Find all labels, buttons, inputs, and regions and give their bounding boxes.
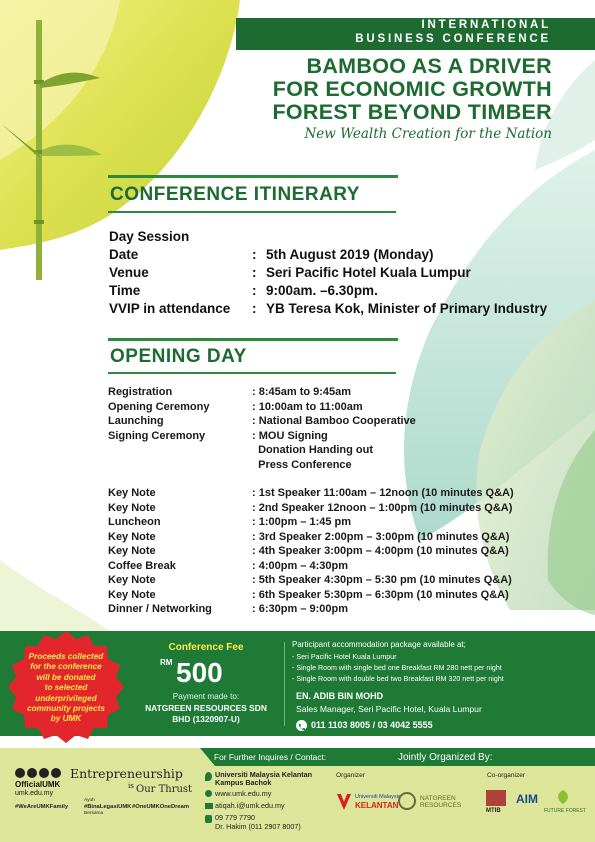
contact-name: EN. ADIB BIN MOHD [296,691,384,701]
program-row [108,443,373,457]
accommodation-item: - Seri Pacific Hotel Kuala Lumpur [292,653,397,661]
phone-icon [296,720,307,731]
itinerary-sep: : [252,301,257,316]
seal-line: for the conference [30,662,102,672]
fee-label: Conference Fee [168,642,244,653]
program-label: Key Note [108,545,156,557]
inquiries-label: For Further Inquires / Contact: [214,752,327,762]
itinerary-label: Venue [109,265,149,280]
program-row [108,501,512,515]
program-label: Key Note [108,574,156,586]
globe-icon [205,790,212,797]
fee-payee-line-1: NATGREEN RESOURCES SDN [145,703,267,713]
doctor-contact: Dr. Hakim (011 2907 8007) [215,822,301,831]
program-value: Donation Handing out [252,444,373,456]
hashtag-small: Bersama [84,811,104,816]
university-line-1: Universiti Malaysia Kelantan [215,770,313,779]
opening-rule-bottom [108,372,396,374]
title-line-3: FOREST BEYOND TIMBER [272,100,552,124]
program-label: Coffee Break [108,559,176,572]
program-row [108,385,351,399]
program-row [108,530,509,544]
program-label: Key Note [108,501,156,514]
itinerary-session: Day Session [109,229,190,244]
tagline-is: is [128,782,134,790]
seal-line: by UMK [50,714,82,724]
org-umk-line-2: KELANTAN [355,801,399,810]
instagram-icon[interactable] [15,768,25,778]
mtib-logo-icon [486,790,506,806]
program-row [108,559,348,573]
tagline-main: Entrepreneurship [70,766,183,781]
fee-payment-label: Payment made to: [172,692,240,701]
fee-divider [284,642,285,726]
accommodation-item: - Single Room with double bed two Breakfast RM 320 nett per night [292,675,504,683]
program-value: : 8:45am to 9:45am [252,386,352,398]
program-value: : MOU Signing [252,429,328,442]
mail-icon [205,803,213,809]
social-handle: OfficialUMK [15,780,61,789]
program-row [108,588,509,602]
program-value: : 1st Speaker 11:00am – 12noon (10 minutes Q&A) [252,487,514,499]
university-line-2: Kampus Bachok [215,778,272,787]
program-row [108,573,512,587]
itinerary-row [109,301,547,316]
program-label: Key Note [108,588,156,601]
org-natgreen-line-2: RESOURCES [420,802,462,809]
itinerary-rule-top [108,175,398,178]
program-value: : 3rd Speaker 2:00pm – 3:00pm (10 minutes Q&A) [252,530,510,543]
organized-label: Jointly Organized By: [398,752,493,763]
seal-line: Proceeds collected [28,652,104,661]
program-value: : 1:00pm – 1:45 pm [252,516,352,528]
co-aim: AIM [516,792,538,806]
program-row [108,414,416,428]
youtube-icon[interactable] [51,768,61,778]
opening-rule-top [108,338,398,341]
leaf-logo-icon [553,788,573,806]
program-label: Dinner / Networking [108,603,212,615]
header-line-1: INTERNATIONAL [421,19,551,31]
twitter-icon[interactable] [39,768,49,778]
seal-text [20,652,112,725]
website[interactable]: www.umk.edu.my [215,789,272,798]
org-umk-line-1: Universiti Malaysia [355,794,401,800]
fee-currency: RM [160,658,173,667]
fee-payee-line-2: BHD (1320907-U) [172,714,240,724]
header-line-2: BUSINESS CONFERENCE [355,33,551,45]
itinerary-heading: CONFERENCE ITINERARY [110,184,360,205]
program-value: : 4th Speaker 3:00pm – 4:00pm (10 minutes Q&A) [252,545,509,557]
program-row [108,486,514,500]
program-value: : 2nd Speaker 12noon – 1:00pm (10 minutes Q&A) [252,501,513,514]
itinerary-row [109,247,434,262]
co-future: FUTURE FOREST [544,808,586,814]
program-value: : 5th Speaker 4:30pm – 5:30 pm (10 minutes Q&A) [252,574,512,586]
program-label: Opening Ceremony [108,400,210,413]
coorganizer-label: Co-organizer [487,772,526,779]
itinerary-sep: : [252,247,257,262]
accommodation-heading: Participant accommodation package available at; [292,640,466,649]
opening-heading: OPENING DAY [110,346,247,367]
phone-icon [205,815,212,823]
itinerary-row [109,283,378,298]
program-row [108,429,328,443]
umk-logo-icon [335,792,353,812]
facebook-icon[interactable] [27,768,37,778]
itinerary-sep: : [252,265,257,280]
program-value: : 6:30pm – 9:00pm [252,603,348,615]
tagline-our: Our Thrust [136,784,193,795]
program-label: Luncheon [108,516,161,528]
program-label: Registration [108,386,173,398]
hashtag: #OneUMKOneDream [132,804,190,810]
location-icon [205,772,212,781]
program-row [108,400,363,414]
hashtag: #BinaLegasiUMK [84,804,132,810]
organizer-label: Organizer [336,772,365,779]
itinerary-rule-bottom [108,211,396,213]
fee-amount: 500 [176,657,223,688]
itinerary-label: VVIP in attendance [109,301,231,316]
itinerary-sep: : [252,283,257,298]
seal-line: will be donated [36,672,96,682]
program-row [108,602,348,616]
footer-phone: 09 779 7790 [215,813,255,822]
program-label: Key Note [108,530,156,543]
org-natgreen-line-1: NATGREEN [420,795,456,802]
title-line-1: BAMBOO AS A DRIVER [306,54,552,78]
itinerary-label: Date [109,247,139,262]
social-icons [15,768,61,778]
program-row [108,458,352,472]
program-label: Signing Ceremony [108,429,206,442]
seal-line: underprivileged [35,693,97,703]
contact-phone: 011 1103 8005 / 03 4042 5555 [311,720,433,730]
itinerary-value: Seri Pacific Hotel Kuala Lumpur [266,265,471,280]
program-value: : 10:00am to 11:00am [252,400,363,413]
seal-line: community projects [27,704,105,714]
natgreen-logo-icon [398,792,416,810]
contact-role: Sales Manager, Seri Pacific Hotel, Kuala Lumpur [296,704,482,714]
program-row [108,515,351,529]
program-value: : National Bamboo Cooperative [252,415,416,427]
program-value: : 4:00pm – 4:30pm [252,559,348,572]
itinerary-row [109,265,471,280]
email[interactable]: atiqah.i@umk.edu.my [215,801,285,810]
program-row [108,544,509,558]
itinerary-label: Time [109,283,141,298]
social-site: umk.edu.my [15,790,54,797]
subtitle: New Wealth Creation for the Nation [304,126,552,142]
itinerary-value: 5th August 2019 (Monday) [266,247,434,262]
program-value: : 6th Speaker 5:30pm – 6:30pm (10 minutes Q&A) [252,588,509,601]
title-line-2: FOR ECONOMIC GROWTH [272,77,552,101]
itinerary-value: 9:00am. –6.30pm. [266,283,378,298]
program-value: Press Conference [252,458,352,471]
hashtag-small: Ayuh [84,798,95,803]
program-label: Key Note [108,487,156,499]
itinerary-value: YB Teresa Kok, Minister of Primary Industry [266,301,548,316]
seal-line: to selected [44,683,88,693]
program-label: Launching [108,415,164,427]
hashtag: #WeAreUMKFamily [15,804,69,810]
accommodation-item: - Single Room with single bed one Breakfast RM 280 nett per night [292,664,502,672]
co-mtib: MTIB [486,808,501,814]
